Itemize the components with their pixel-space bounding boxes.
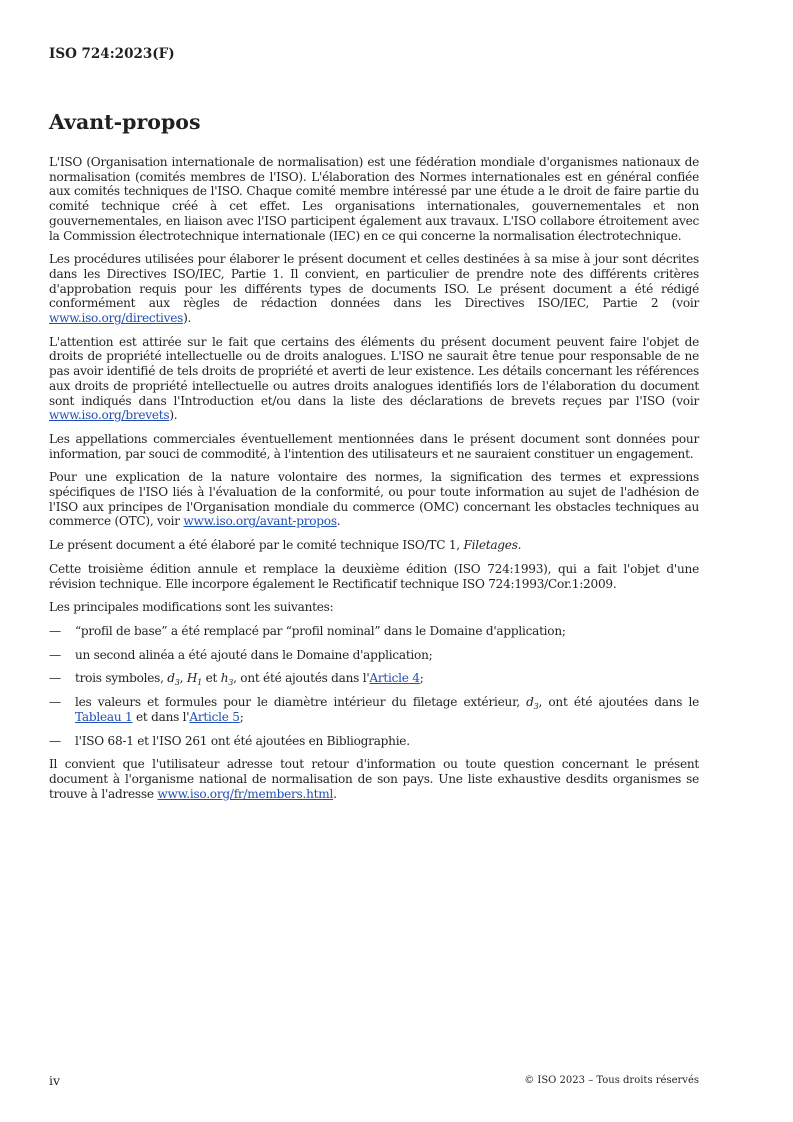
paragraph-iso-intro: L'ISO (Organisation internationale de normalisation) est une fédération mondiale d'organismes nationaux de normalisation (comités membres de l'ISO). L'élaboration des Normes internationales est en général confiée aux comités techniques de l'ISO. Chaque comité membre intéressé par une étude a le droit de faire partie du comité technique créé à cet effet. Les organisations internationales, gouvernementales et non gouvernementales, en liaison avec l'ISO participent également aux travaux. L'ISO collabore étroitement avec la Commission électrotechnique internationale (IEC) en ce qui concerne la normalisation électrotechnique. xyxy=(49,155,699,243)
members-link[interactable]: www.iso.org/fr/members.html xyxy=(157,786,334,801)
dash-marker: — xyxy=(49,695,61,710)
symbol-d3: $d_3$ xyxy=(526,695,539,712)
dash-marker: — xyxy=(49,647,61,662)
paragraph-committee: Le présent document a été élaboré par le comité technique ISO/TC 1, Filetages. xyxy=(49,538,522,553)
dash-marker: — xyxy=(49,733,61,748)
list-item: — un second alinéa a été ajouté dans le Domaine d'application; xyxy=(49,647,433,662)
paragraph-procedures: Les procédures utilisées pour élaborer le présent document et celles destinées à sa mise à jour sont décrites dans les Directives ISO/IEC, Partie 1. Il convient, en particulier de prendre note des différents critères d'approbation requis pour les différents types de documents ISO. Le présent document a été rédigé conformément aux règles de rédaction données dans les Directives ISO/IEC, Partie 2 (voir www.iso.org/directives). xyxy=(49,252,699,326)
patents-link[interactable]: www.iso.org/brevets xyxy=(49,408,170,423)
list-item: — trois symboles, $d_3$, $H_1$ et $h_3$, ont été ajoutés dans l'Article 4; xyxy=(49,671,424,688)
paragraph-trade-names: Les appellations commerciales éventuellement mentionnées dans le présent document sont données pour information, par souci de commodité, à l'intention des utilisateurs et ne sauraient constituer un engagement. xyxy=(49,431,699,461)
symbol-h3: $h_3$ xyxy=(220,671,234,688)
dash-marker: — xyxy=(49,671,61,686)
symbol-H1: $H_1$ xyxy=(186,671,202,688)
paragraph-changes-intro: Les principales modifications sont les suivantes: xyxy=(49,600,334,615)
page-title: Avant-propos xyxy=(49,110,201,134)
foreword-body xyxy=(49,155,699,801)
article-5-link[interactable]: Article 5 xyxy=(189,709,240,724)
paragraph-patents: L'attention est attirée sur le fait que certains des éléments du présent document peuvent faire l'objet de droits de propriété intellectuelle ou de droits analogues. L'ISO ne saurait être tenue pour responsable de ne pas avoir identifié de tels droits de propriété et averti de leur existence. Les détails concernant les références aux droits de propriété intellectuelle ou autres droits analogues identifiés lors de l'élaboration du document sont indiqués dans l'Introduction et/ou dans la liste des déclarations de brevets reçues par l'ISO (voir www.iso.org/brevets). xyxy=(49,334,699,423)
article-4-link[interactable]: Article 4 xyxy=(369,671,420,686)
committee-name: Filetages xyxy=(463,538,518,553)
list-item: — l'ISO 68-1 et l'ISO 261 ont été ajoutées en Bibliographie. xyxy=(49,733,410,748)
symbol-d3: $d_3$ xyxy=(167,671,180,688)
document-id-header: ISO 724:2023(F) xyxy=(49,46,175,62)
page-number: iv xyxy=(49,1073,61,1088)
table-1-link[interactable]: Tableau 1 xyxy=(75,709,133,724)
list-item: — les valeurs et formules pour le diamètre intérieur du filetage extérieur, $d_3$, ont été ajoutées dans le Tableau 1 et dans l'Article 5; xyxy=(49,695,699,724)
list-item: — “profil de base” a été remplacé par “profil nominal” dans le Domaine d'application; xyxy=(49,623,566,638)
changes-list xyxy=(49,624,699,748)
paragraph-feedback: Il convient que l'utilisateur adresse tout retour d'information ou toute question concernant le présent document à l'organisme national de normalisation de son pays. Une liste exhaustive desdits organismes se trouve à l'adresse www.iso.org/fr/members.html. xyxy=(49,757,699,801)
foreword-link[interactable]: www.iso.org/avant-propos xyxy=(183,514,337,529)
paragraph-edition: Cette troisième édition annule et remplace la deuxième édition (ISO 724:1993), qui a fait l'objet d'une révision technique. Elle incorpore également le Rectificatif technique ISO 724:1993/Cor.1:2009. xyxy=(49,561,699,591)
paragraph-voluntary-nature: Pour une explication de la nature volontaire des normes, la signification des termes et expressions spécifiques de l'ISO liés à l'évaluation de la conformité, ou pour toute information au sujet de l'adhésion de l'ISO aux principes de l'Organisation mondiale du commerce (OMC) concernant les obstacles techniques au commerce (OTC), voir www.iso.org/avant-propos. xyxy=(49,470,699,529)
copyright-notice: © ISO 2023 – Tous droits réservés xyxy=(524,1075,699,1086)
dash-marker: — xyxy=(49,623,61,638)
directives-link[interactable]: www.iso.org/directives xyxy=(49,311,184,326)
